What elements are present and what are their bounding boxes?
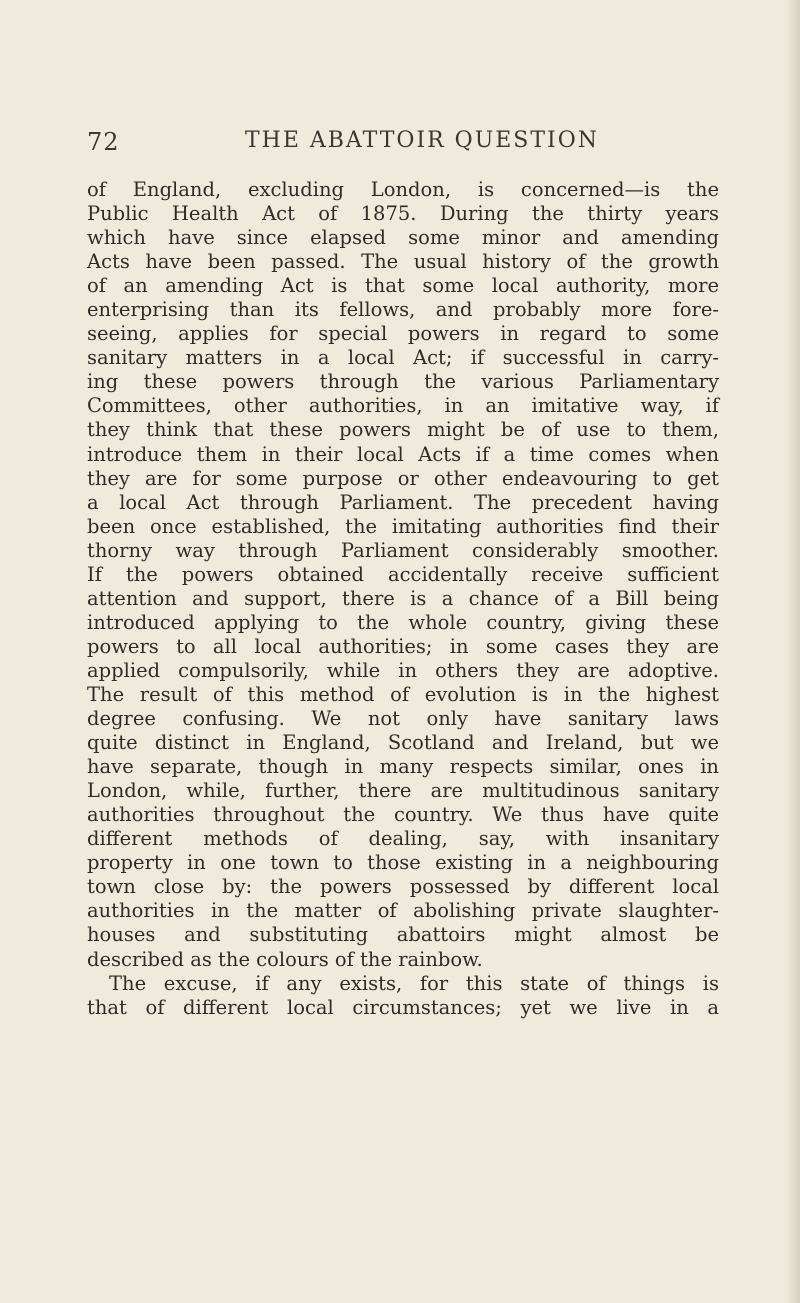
text-line: of an amending Act is that some local authority, more [87,274,719,298]
text-line: which have since elapsed some minor and amending [87,226,719,250]
body-text [87,178,719,1020]
page-number: 72 [87,128,120,156]
text-line: seeing, applies for special powers in regard to some [87,322,719,346]
running-title: THE ABATTOIR QUESTION [244,128,600,153]
text-line: they think that these powers might be of use to them, [87,418,719,442]
text-line: of England, excluding London, is concerned—is the [87,178,719,201]
text-line: enterprising than its fellows, and probably more fore- [87,298,719,322]
text-line: thorny way through Parliament considerably smoother. [87,538,719,562]
text-line: that of different local circumstances; yet we live in a [87,995,719,1019]
text-line: If the powers obtained accidentally receive sufficient [87,562,719,586]
text-line: quite distinct in England, Scotland and Ireland, but we [87,731,719,755]
text-line: powers to all local authorities; in some cases they are [87,634,719,658]
text-line: London, while, further, there are multitudinous sanitary [87,779,719,803]
text-line: attention and support, there is a chance of a Bill being [87,586,719,610]
text-line: degree confusing. We not only have sanitary laws [87,707,719,731]
text-line: authorities throughout the country. We thus have quite [87,803,719,827]
text-line: applied compulsorily, while in others they are adoptive. [87,658,719,682]
text-line: town close by: the powers possessed by different local [87,875,719,899]
text-line: property in one town to those existing in a neighbouring [87,851,719,875]
text-line: introduce them in their local Acts if a time comes when [87,442,719,466]
text-line: different methods of dealing, say, with insanitary [87,827,719,851]
text-line: Committees, other authorities, in an imitative way, if [87,394,719,418]
text-line: have separate, though in many respects similar, ones in [87,755,719,779]
text-line: introduced applying to the whole country, giving these [87,610,719,634]
page-edge-shadow [786,0,800,1303]
text-line-paragraph-end: described as the colours of the rainbow. [87,947,483,971]
text-line: houses and substituting abattoirs might almost be [87,923,719,947]
text-line-paragraph-start: The excuse, if any exists, for this state of things is [109,971,719,995]
text-line: ing these powers through the various Parliamentary [87,370,719,394]
text-line: The result of this method of evolution is in the highest [87,682,719,706]
text-line: a local Act through Parliament. The precedent having [87,490,719,514]
text-line: they are for some purpose or other endeavouring to get [87,466,719,490]
running-head [87,128,717,168]
text-line: been once established, the imitating authorities find their [87,514,719,538]
text-line: sanitary matters in a local Act; if successful in carry- [87,346,719,370]
text-line: Acts have been passed. The usual history of the growth [87,250,719,274]
text-line: authorities in the matter of abolishing private slaughter- [87,899,719,923]
text-line: Public Health Act of 1875. During the thirty years [87,202,719,226]
